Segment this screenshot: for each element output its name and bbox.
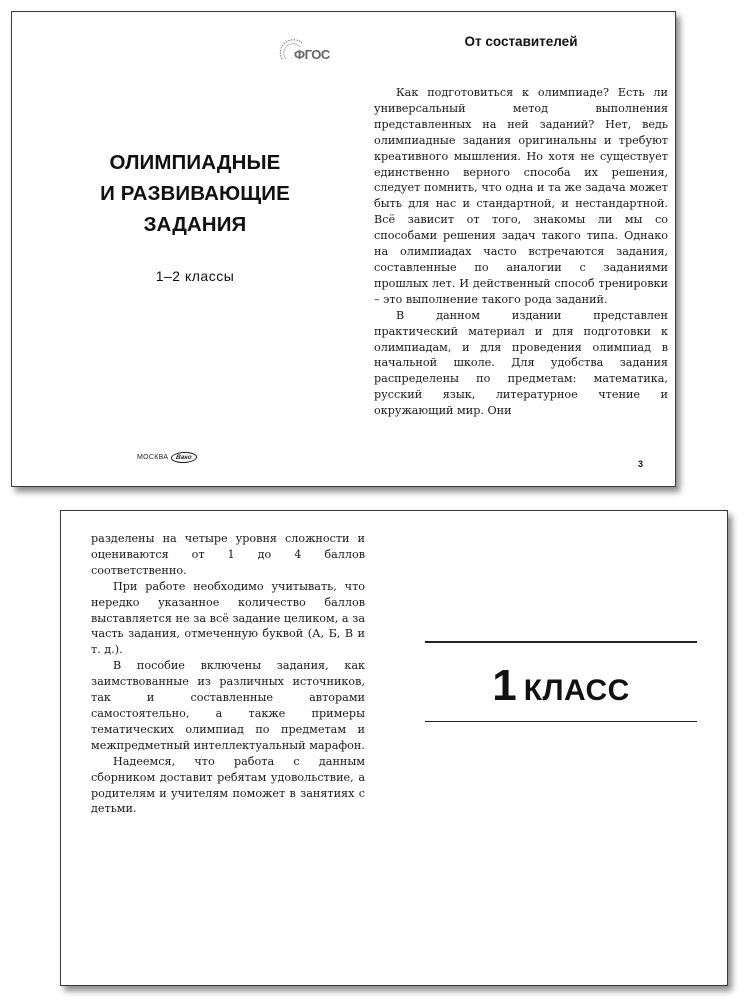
chapter-heading (425, 661, 697, 711)
page-number: 3 (638, 459, 644, 469)
paragraph: При работе необходимо учитывать, что нередко указанное количество баллов выставляется не за всё задание целиком, а за часть задания, отмеченную буквой (А, Б, В и т. д.). (91, 579, 365, 657)
book-title-line: ОЛИМПИАДНЫЕ (109, 151, 281, 174)
preface-text-continued (91, 531, 365, 817)
grades-label: 1–2 классы (155, 268, 235, 284)
paragraph: Как подготовиться к олимпиаде? Есть ли универсальный метод выполнения представленных на ней заданий? Нет, ведь олимпиадные задания оригинальны и требуют креативного мышления. Но хотя не существует единственно верного способа их решения, следует помнить, что одна и та же задача может быть для нас и стандартной, и нестандартной. Всё зависит от того, знакомы ли мы со способами решения задач такого типа. Однако на олимпиадах часто встречаются задания, составленные по аналогии с заданиями прошлых лет. И действенный способ тренировки – это выполнение такого рода заданий. (374, 86, 668, 306)
chapter-grade-word: КЛАСС (523, 674, 630, 707)
publisher-logo: Вако (170, 452, 198, 463)
publisher-city: МОСКВА (137, 454, 169, 461)
fgos-logo (278, 37, 330, 67)
preface-text (374, 85, 668, 419)
publisher-imprint (137, 452, 197, 463)
divider-top (425, 641, 697, 643)
book-title-line: И РАЗВИВАЮЩИЕ (100, 182, 290, 205)
paragraph: разделены на четыре уровня сложности и оцениваются от 1 до 4 баллов соответственно. (91, 532, 365, 577)
book-title (72, 147, 318, 240)
book-title-line: ЗАДАНИЯ (143, 213, 247, 236)
book-spread-bottom (60, 510, 728, 986)
book-spread-top (11, 11, 676, 487)
paragraph: Надеемся, что работа с данным сборником доставит ребятам удовольствие, а родителям и учителям поможет в занятиях с детьми. (91, 754, 365, 816)
paragraph: В данном издании представлен практический материал и для подготовки к олимпиадам, и для проведения олимпиад в начальной школе. Для удобства задания распределены по предметам: математика, русский язык, литературное чтение и окружающий мир. Они (374, 308, 668, 418)
chapter-grade-number: 1 (492, 661, 516, 710)
section-heading: От составителей (464, 34, 578, 49)
divider-bottom (425, 721, 697, 722)
fgos-logo-text: ФГОС (294, 47, 330, 62)
paragraph: В пособие включены задания, как заимствованные из различных источников, так и составленные авторами самостоятельно, а также примеры тематических олимпиад по предметам и межпредметный интеллектуальный марафон. (91, 659, 365, 752)
